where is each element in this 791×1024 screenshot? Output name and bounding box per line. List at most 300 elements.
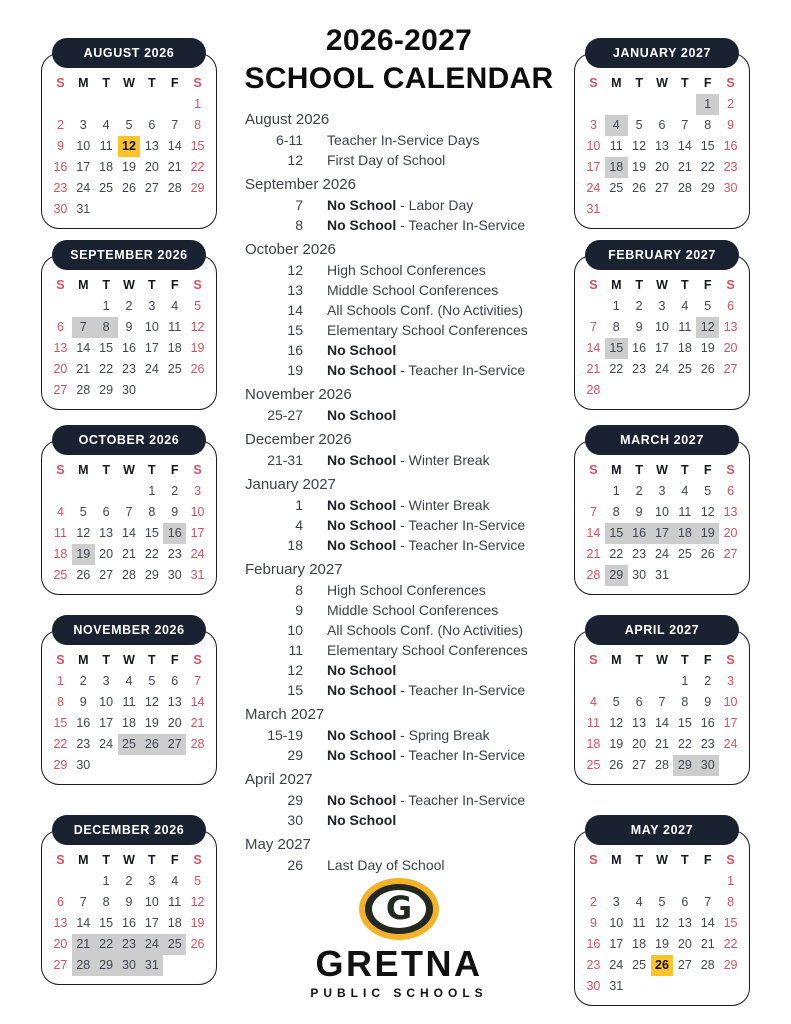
calendar-day: 4 [171, 299, 179, 313]
day-of-week-header: T [102, 653, 110, 667]
day-of-week-header: T [681, 76, 689, 90]
day-of-week-header: S [56, 653, 65, 667]
calendar-day: 6 [635, 695, 643, 709]
calendar-august-2026 [41, 38, 217, 229]
calendar-day: 1 [612, 299, 620, 313]
day-of-week-header: T [148, 853, 156, 867]
calendar-day: 14 [586, 526, 601, 540]
event-date: 12 [287, 662, 303, 678]
calendar-day: 6 [56, 320, 64, 334]
day-of-week-header: T [681, 463, 689, 477]
calendar-day: 11 [609, 139, 623, 153]
calendar-body [41, 440, 217, 595]
calendar-day: 5 [635, 118, 643, 132]
calendar-day: 15 [99, 916, 114, 930]
calendar-day: 30 [723, 181, 738, 195]
day-of-week-header: T [148, 653, 156, 667]
day-of-week-header: W [123, 76, 135, 90]
event-date: 29 [287, 747, 303, 763]
calendar-day: 9 [125, 320, 133, 334]
event-date: 29 [287, 792, 303, 808]
calendar-day: 18 [632, 937, 647, 951]
calendar-body [574, 53, 750, 229]
event-no-school-label: No School [327, 792, 397, 808]
calendar-day: 21 [76, 362, 91, 376]
calendar-body [41, 53, 217, 229]
calendar-day: 23 [167, 547, 182, 561]
calendar-day: 25 [677, 362, 692, 376]
calendar-day: 10 [76, 139, 91, 153]
day-of-week-header: M [78, 463, 89, 477]
day-of-week-header: S [589, 463, 598, 477]
event-description [303, 810, 560, 830]
event-detail-text: High School Conferences [327, 582, 486, 598]
calendar-day: 26 [609, 758, 624, 772]
calendar-day: 14 [76, 341, 91, 355]
calendar-day: 27 [677, 958, 692, 972]
calendar-day: 24 [609, 958, 624, 972]
event-description [303, 320, 560, 340]
event-row [238, 300, 560, 320]
day-of-week-header: T [148, 463, 156, 477]
event-detail-text: All Schools Conf. (No Activities) [327, 622, 524, 638]
right-calendar-column [574, 0, 750, 1024]
calendar-body [574, 440, 750, 595]
calendar-day: 24 [655, 547, 669, 561]
day-of-week-header: S [193, 853, 202, 867]
event-date: 15 [287, 682, 303, 698]
calendar-day: 16 [700, 716, 715, 730]
calendar-day: 29 [144, 568, 159, 582]
event-detail-text: Last Day of School [327, 857, 445, 873]
event-description [303, 620, 560, 640]
calendar-day: 17 [190, 526, 205, 540]
event-row [238, 215, 560, 235]
calendar-day: 20 [677, 937, 692, 951]
event-row [238, 195, 560, 215]
calendar-day: 4 [635, 895, 643, 909]
event-no-school-label: No School [327, 407, 397, 423]
calendar-day: 6 [681, 895, 689, 909]
calendar-day: 28 [167, 181, 182, 195]
day-of-week-header: W [123, 463, 135, 477]
calendar-april-2027 [574, 615, 750, 785]
calendar-day: 15 [605, 523, 628, 544]
calendar-day: 7 [658, 695, 666, 709]
event-description [303, 515, 560, 535]
calendar-day: 8 [56, 695, 64, 709]
calendar-day: 22 [609, 547, 624, 561]
calendar-day: 5 [658, 895, 666, 909]
empty-day-cell [582, 296, 605, 317]
event-month-header: December 2026 [245, 431, 352, 448]
calendar-day: 21 [677, 160, 692, 174]
calendar-day: 9 [635, 320, 643, 334]
calendar-day: 10 [144, 895, 159, 909]
calendar-day: 19 [655, 937, 669, 951]
event-row [238, 745, 560, 765]
event-date: 13 [287, 282, 303, 298]
day-of-week-header: S [726, 463, 735, 477]
event-description [303, 745, 560, 765]
calendar-day: 14 [167, 139, 182, 153]
event-no-school-label: No School [327, 662, 397, 678]
empty-day-cell [49, 94, 72, 115]
calendar-day: 14 [122, 526, 136, 540]
calendar-day: 26 [190, 362, 205, 376]
event-no-school-label: No School [327, 197, 397, 213]
calendar-day: 26 [700, 547, 715, 561]
calendar-day: 22 [144, 547, 159, 561]
calendar-may-2027 [574, 815, 750, 1006]
event-description [303, 600, 560, 620]
calendar-day: 19 [122, 160, 136, 174]
day-of-week-header: F [170, 653, 179, 667]
calendar-day: 8 [727, 895, 735, 909]
event-description [303, 280, 560, 300]
calendar-month-title: SEPTEMBER 2026 [52, 240, 207, 270]
event-description [303, 195, 560, 215]
event-row [238, 130, 560, 150]
empty-day-cell [651, 871, 674, 892]
calendar-day: 7 [681, 118, 689, 132]
calendar-day: 16 [76, 716, 91, 730]
calendar-day: 18 [167, 916, 182, 930]
event-description [303, 535, 560, 555]
event-row [238, 360, 560, 380]
calendar-day: 10 [190, 505, 205, 519]
day-of-week-header: M [611, 653, 622, 667]
calendar-day: 2 [79, 674, 87, 688]
calendar-day: 30 [696, 755, 719, 776]
calendar-day: 27 [723, 547, 738, 561]
event-date: 18 [287, 537, 303, 553]
event-month-header: January 2027 [245, 476, 336, 493]
calendar-day: 28 [586, 568, 601, 582]
calendar-day: 1 [696, 94, 719, 115]
calendar-day: 13 [53, 341, 68, 355]
calendar-day: 23 [76, 737, 91, 751]
calendar-day: 24 [144, 362, 159, 376]
calendar-day: 29 [53, 758, 68, 772]
calendar-day: 23 [700, 737, 715, 751]
calendar-day: 15 [53, 716, 68, 730]
calendar-day: 31 [76, 202, 91, 216]
calendar-day: 1 [194, 97, 202, 111]
calendar-day: 20 [53, 937, 68, 951]
calendar-day: 24 [99, 737, 114, 751]
event-detail-text: Middle School Conferences [327, 602, 499, 618]
empty-day-cell [582, 671, 605, 692]
event-no-school-label: No School [327, 812, 397, 828]
day-of-week-header: F [170, 278, 179, 292]
event-detail-text: - Teacher In-Service [396, 747, 526, 763]
calendar-day: 22 [53, 737, 68, 751]
calendar-day: 9 [704, 695, 712, 709]
empty-day-cell [95, 481, 118, 502]
calendar-day: 23 [53, 181, 68, 195]
calendar-month-title: OCTOBER 2026 [52, 425, 207, 455]
calendar-day: 8 [95, 317, 118, 338]
calendar-day: 25 [586, 758, 601, 772]
calendar-day: 27 [655, 181, 669, 195]
calendar-grid [582, 850, 742, 997]
event-month-header: September 2026 [245, 176, 356, 193]
day-of-week-header: W [656, 76, 668, 90]
empty-day-cell [163, 94, 186, 115]
day-of-week-header: T [635, 463, 643, 477]
event-date: 9 [295, 602, 303, 618]
calendar-body [41, 830, 217, 985]
calendar-day: 21 [122, 547, 136, 561]
calendar-grid [582, 460, 742, 586]
calendar-day: 24 [140, 934, 163, 955]
calendar-day: 12 [655, 916, 669, 930]
calendar-day: 6 [102, 505, 110, 519]
calendar-day: 18 [677, 341, 692, 355]
calendar-march-2027 [574, 425, 750, 595]
day-of-week-header: T [102, 278, 110, 292]
calendar-day: 30 [118, 955, 141, 976]
empty-day-cell [49, 871, 72, 892]
calendar-day: 4 [56, 505, 64, 519]
event-row [238, 790, 560, 810]
event-date: 6-11 [276, 132, 303, 148]
event-detail-text: - Winter Break [396, 452, 490, 468]
calendar-day: 3 [194, 484, 202, 498]
day-of-week-header: T [102, 463, 110, 477]
calendar-day: 27 [163, 734, 186, 755]
calendar-day: 1 [102, 299, 110, 313]
calendar-day: 11 [678, 505, 692, 519]
day-of-week-header: S [726, 278, 735, 292]
calendar-day: 8 [612, 505, 620, 519]
event-row [238, 640, 560, 660]
calendar-day: 5 [612, 695, 620, 709]
event-detail-text: Teacher In-Service Days [327, 132, 480, 148]
empty-day-cell [628, 871, 651, 892]
day-of-week-header: W [123, 278, 135, 292]
day-of-week-header: M [611, 853, 622, 867]
gretna-logo [238, 878, 560, 999]
calendar-grid [49, 275, 209, 401]
calendar-day: 15 [677, 716, 692, 730]
calendar-day: 27 [53, 958, 68, 972]
calendar-day: 1 [56, 674, 64, 688]
calendar-day: 2 [727, 97, 735, 111]
day-of-week-header: S [56, 853, 65, 867]
calendar-day: 14 [586, 341, 601, 355]
calendar-day: 8 [612, 320, 620, 334]
event-description [303, 340, 560, 360]
calendar-day: 18 [586, 737, 601, 751]
calendar-day: 3 [727, 674, 735, 688]
calendar-month-title: AUGUST 2026 [52, 38, 207, 68]
event-row [238, 535, 560, 555]
calendar-day: 1 [148, 484, 156, 498]
calendar-day: 7 [589, 320, 597, 334]
event-date: 21-31 [267, 452, 303, 468]
day-of-week-header: S [56, 76, 65, 90]
event-description [303, 580, 560, 600]
event-date: 8 [295, 582, 303, 598]
calendar-month-title: JANUARY 2027 [585, 38, 740, 68]
calendar-day: 25 [163, 934, 186, 955]
calendar-day: 31 [190, 568, 205, 582]
calendar-month-title: FEBRUARY 2027 [585, 240, 740, 270]
calendar-day: 18 [122, 716, 136, 730]
calendar-day: 8 [102, 895, 110, 909]
calendar-day: 3 [589, 118, 597, 132]
calendar-day: 13 [655, 139, 669, 153]
calendar-day: 30 [167, 568, 182, 582]
calendar-day: 28 [700, 958, 715, 972]
calendar-day: 19 [700, 341, 715, 355]
calendar-day: 25 [53, 568, 68, 582]
logo-district-name: GRETNA [315, 943, 483, 984]
event-description [303, 855, 560, 875]
calendar-day: 17 [609, 937, 624, 951]
calendar-day: 26 [140, 734, 163, 755]
calendar-day: 18 [53, 547, 68, 561]
calendar-day: 12 [696, 317, 719, 338]
calendar-day: 28 [76, 383, 91, 397]
calendar-day: 14 [677, 139, 692, 153]
calendar-day: 22 [609, 362, 624, 376]
calendar-day: 19 [72, 544, 95, 565]
day-of-week-header: F [170, 853, 179, 867]
day-of-week-header: T [102, 76, 110, 90]
calendar-day: 26 [700, 362, 715, 376]
calendar-day: 12 [700, 505, 715, 519]
event-row [238, 405, 560, 425]
event-date: 12 [287, 262, 303, 278]
event-date: 11 [288, 642, 303, 658]
center-column [238, 22, 560, 875]
calendar-day: 1 [727, 874, 735, 888]
event-description [303, 660, 560, 680]
calendar-day: 4 [102, 118, 110, 132]
day-of-week-header: M [78, 653, 89, 667]
calendar-day: 11 [99, 139, 113, 153]
day-of-week-header: F [170, 76, 179, 90]
calendar-day: 15 [723, 916, 738, 930]
logo-district-subtitle: PUBLIC SCHOOLS [310, 986, 488, 1000]
event-description [303, 260, 560, 280]
calendar-day: 17 [723, 716, 738, 730]
calendar-day: 21 [167, 160, 182, 174]
empty-day-cell [651, 94, 674, 115]
calendar-day: 22 [190, 160, 205, 174]
calendar-day: 14 [700, 916, 715, 930]
calendar-day: 11 [122, 695, 136, 709]
calendar-day: 20 [99, 547, 114, 561]
calendar-day: 22 [723, 937, 738, 951]
event-date: 12 [287, 152, 303, 168]
calendar-day: 7 [704, 895, 712, 909]
empty-day-cell [582, 871, 605, 892]
day-of-week-header: S [56, 463, 65, 477]
day-of-week-header: M [611, 76, 622, 90]
calendar-day: 21 [700, 937, 715, 951]
event-detail-text: - Teacher In-Service [396, 517, 526, 533]
event-detail-text: - Teacher In-Service [396, 362, 526, 378]
calendar-day: 30 [53, 202, 68, 216]
empty-day-cell [140, 94, 163, 115]
event-month-header: May 2027 [245, 836, 311, 853]
event-description [303, 130, 560, 150]
event-description [303, 725, 560, 745]
calendar-day: 24 [723, 737, 738, 751]
event-date: 19 [287, 362, 303, 378]
calendar-day: 16 [632, 341, 647, 355]
gretna-g-emblem-white-ring [372, 890, 426, 928]
event-detail-text: - Teacher In-Service [396, 792, 526, 808]
calendar-day: 3 [148, 299, 156, 313]
calendar-day: 29 [673, 755, 696, 776]
event-date: 10 [287, 622, 303, 638]
calendar-day: 6 [56, 895, 64, 909]
calendar-day: 3 [102, 674, 110, 688]
calendar-day: 11 [632, 916, 646, 930]
day-of-week-header: T [148, 76, 156, 90]
event-detail-text: - Teacher In-Service [396, 217, 526, 233]
calendar-day: 23 [632, 547, 647, 561]
event-date: 1 [295, 497, 303, 513]
calendar-day: 18 [167, 341, 182, 355]
calendar-day: 19 [190, 916, 205, 930]
calendar-day: 10 [655, 320, 669, 334]
event-description [303, 150, 560, 170]
calendar-day: 1 [612, 484, 620, 498]
calendar-day: 4 [605, 115, 628, 136]
day-of-week-header: F [703, 278, 712, 292]
calendar-day: 25 [677, 547, 692, 561]
calendar-day: 20 [655, 160, 669, 174]
calendar-day: 10 [609, 916, 624, 930]
calendar-day: 30 [122, 383, 136, 397]
day-of-week-header: S [589, 653, 598, 667]
day-of-week-header: S [589, 278, 598, 292]
calendar-day: 4 [589, 695, 597, 709]
calendar-day: 10 [144, 320, 159, 334]
calendar-day: 30 [632, 568, 647, 582]
event-date: 8 [295, 217, 303, 233]
calendar-day: 12 [190, 320, 205, 334]
calendar-day: 5 [194, 299, 202, 313]
day-of-week-header: S [56, 278, 65, 292]
calendar-day: 7 [79, 895, 87, 909]
calendar-day: 19 [609, 737, 624, 751]
calendar-day: 29 [99, 383, 114, 397]
day-of-week-header: T [148, 278, 156, 292]
calendar-day: 26 [632, 181, 647, 195]
calendar-day: 20 [167, 716, 182, 730]
event-date: 15-19 [267, 727, 303, 743]
event-description [303, 405, 560, 425]
calendar-day: 18 [673, 523, 696, 544]
calendar-day: 9 [635, 505, 643, 519]
event-date: 7 [295, 197, 303, 213]
calendar-day: 2 [635, 299, 643, 313]
calendar-day: 11 [53, 526, 67, 540]
calendar-day: 22 [677, 737, 692, 751]
event-description [303, 360, 560, 380]
day-of-week-header: W [123, 653, 135, 667]
calendar-day: 6 [658, 118, 666, 132]
calendar-day: 20 [144, 160, 159, 174]
calendar-day: 19 [190, 341, 205, 355]
